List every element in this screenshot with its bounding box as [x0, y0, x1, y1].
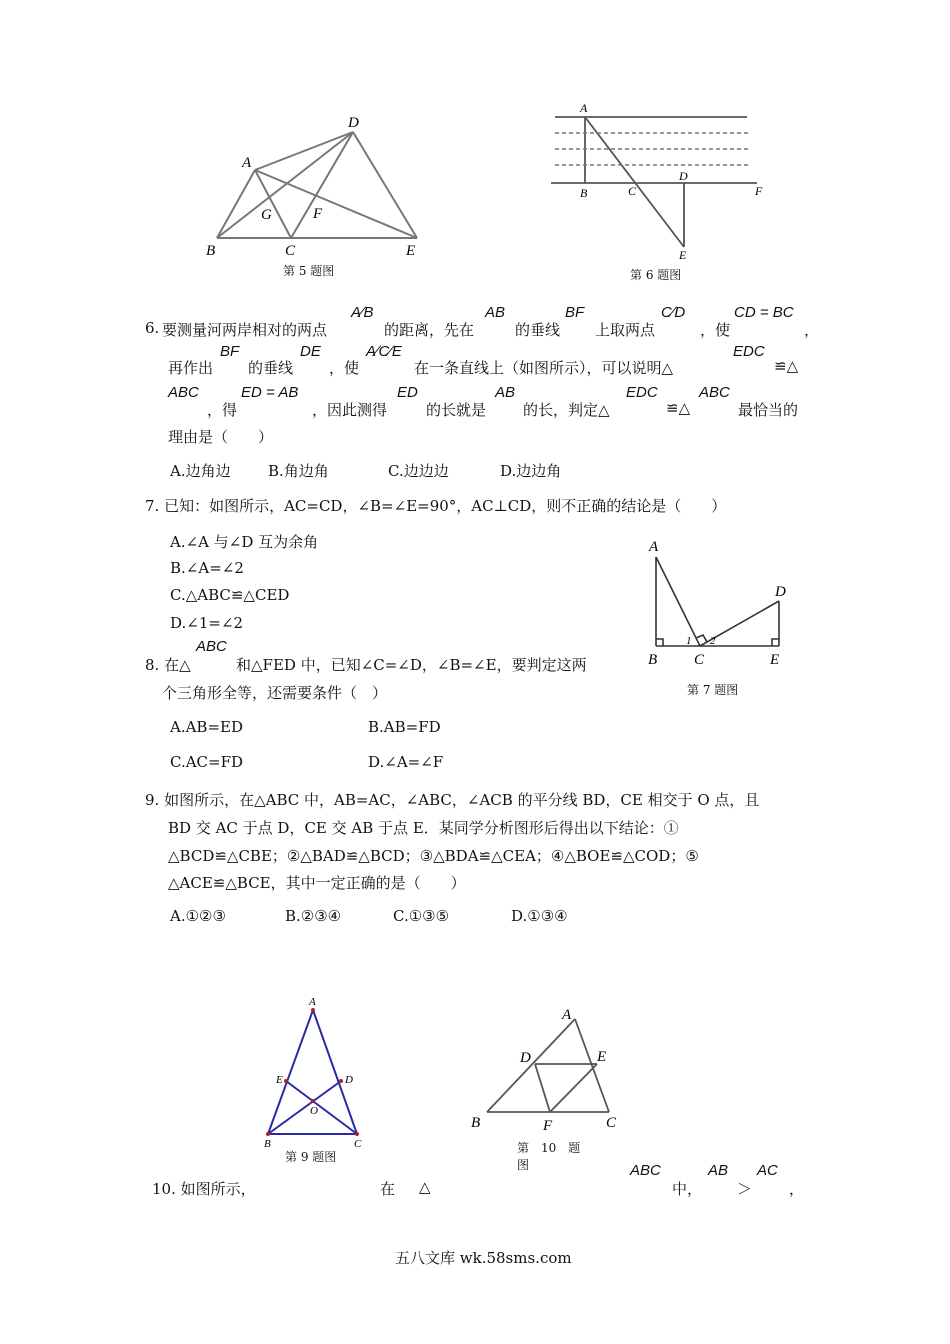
q8-option-c: C.AC=FD [170, 753, 244, 771]
q7-option-b: B.∠A=∠2 [170, 559, 244, 577]
fig7-caption: 第 7 题图 [687, 683, 739, 697]
q6-text: 要测量河两岸相对的两点 [162, 321, 328, 339]
q6-math: ABC [699, 384, 730, 401]
figure-9 [255, 990, 370, 1155]
q10-math: ABC [630, 1162, 661, 1179]
fig5-label-c: C [285, 243, 296, 259]
fig9-label-e: E [276, 1074, 283, 1086]
q6-text: 在一条直线上（如图所示），可以说明△ [414, 359, 674, 377]
fig7-label-2: 2 [710, 635, 716, 647]
q6-text: ≌△ [774, 357, 799, 375]
q10-text: ， [789, 1180, 805, 1198]
q6-option-a: A.边角边 [170, 462, 231, 480]
q6-text: 的长就是 [426, 401, 487, 419]
fig5-label-f: F [313, 206, 323, 222]
q10-text: ＞ [737, 1180, 753, 1198]
fig5-label-g: G [261, 207, 272, 223]
fig5-label-e: E [406, 243, 416, 259]
q6-math: A∕C∕E [366, 343, 402, 360]
q6-math: EDC [626, 384, 658, 401]
q9-text: BD 交 AC 于点 D，CE 交 AB 于点 E．某同学分析图形后得出以下结论：① [168, 819, 679, 837]
fig9-label-c: C [354, 1138, 362, 1150]
fig7-label-e: E [770, 652, 780, 668]
figure-6 [545, 100, 770, 265]
q9-option-c: C.①③⑤ [393, 907, 450, 925]
q9-text: △ACE≌△BCE，其中一定正确的是（ ） [168, 874, 466, 892]
q6-math: BF [220, 343, 240, 360]
fig6-label-c: C [628, 184, 637, 198]
fig5-label-d: D [348, 115, 359, 131]
q7-option-c: C.△ABC≌△CED [170, 586, 290, 604]
fig7-label-c: C [694, 652, 705, 668]
q10-math: AC [757, 1162, 778, 1179]
q6-text: ，因此测得 [312, 401, 388, 419]
q6-math: AB [485, 304, 506, 321]
fig10-caption: 图 [517, 1158, 530, 1172]
q10-text: △ [419, 1178, 431, 1196]
figure-10 [465, 1000, 630, 1140]
q9-option-d: D.①③④ [511, 907, 568, 925]
fig9-label-a: A [309, 996, 316, 1008]
q7-option-a: A.∠A 与∠D 互为余角 [170, 533, 319, 551]
fig6-label-d: D [679, 169, 688, 183]
q9-text: △BCD≌△CBE；②△BAD≌△BCD；③△BDA≌△CEA；④△BOE≌△COD；⑤ [168, 847, 699, 865]
fig10-label-f: F [543, 1118, 553, 1134]
q6-text: 再作出 [168, 359, 214, 377]
q6-math: AB [495, 384, 516, 401]
q6-math: ABC [168, 384, 199, 401]
q6-text: 上取两点 [595, 321, 656, 339]
fig10-caption: 第 10 题 [517, 1141, 581, 1155]
q7-option-d: D.∠1=∠2 [170, 614, 244, 632]
q6-math: ED [397, 384, 418, 401]
fig6-label-b: B [580, 186, 588, 200]
fig5-label-a: A [242, 155, 252, 171]
q6-option-d: D.边边角 [500, 462, 562, 480]
fig7-label-a: A [649, 539, 659, 555]
fig7-label-d: D [775, 584, 786, 600]
q6-text: 的距离，先在 [384, 321, 475, 339]
q6-text: 的长，判定△ [523, 401, 610, 419]
q8-option-a: A.AB=ED [170, 718, 244, 736]
q8-option-b: B.AB=FD [368, 718, 441, 736]
fig7-label-b: B [648, 652, 658, 668]
q9-option-b: B.②③④ [285, 907, 342, 925]
q6-text: ，使 [329, 359, 360, 377]
q6-math: ED = AB [241, 384, 299, 401]
q6-text: 最恰当的 [738, 401, 799, 419]
q8-math: ABC [196, 638, 227, 655]
q6-text: ， [804, 321, 820, 339]
q6-math: EDC [733, 343, 765, 360]
fig10-label-c: C [606, 1115, 617, 1131]
q6-math: BF [565, 304, 585, 321]
q8-text: 个三角形全等，还需要条件（ ） [162, 684, 388, 702]
fig10-label-e: E [597, 1049, 607, 1065]
fig9-label-b: B [264, 1138, 271, 1150]
figure-5 [195, 110, 435, 260]
figure-7 [640, 535, 800, 670]
fig6-label-f: F [755, 184, 763, 198]
q6-math: CD = BC [734, 304, 794, 321]
q6-text: 理由是（ ） [168, 428, 274, 446]
fig6-label-e: E [679, 248, 687, 262]
fig9-caption: 第 9 题图 [285, 1150, 337, 1164]
fig5-caption: 第 5 题图 [283, 264, 335, 278]
fig5-label-b: B [206, 243, 216, 259]
q10-math: AB [708, 1162, 729, 1179]
fig6-label-a: A [580, 101, 588, 115]
q6-text: ≌△ [666, 399, 691, 417]
q7-stem: 7. 已知：如图所示，AC=CD，∠B=∠E=90°，AC⊥CD，则不正确的结论是（ ） [145, 497, 727, 515]
q9-text: 9. 如图所示，在△ABC 中，AB=AC，∠ABC，∠ACB 的平分线 BD，CE 相交于 O 点，且 [145, 791, 760, 809]
q6-text: 的垂线 [248, 359, 294, 377]
q6-math: DE [300, 343, 321, 360]
fig9-label-d: D [345, 1074, 353, 1086]
q6-text: ，使 [700, 321, 731, 339]
q8-option-d: D.∠A=∠F [368, 753, 444, 771]
q6-math: C∕D [661, 304, 686, 321]
q6-text: ，得 [207, 401, 238, 419]
q6-number: 6. [145, 319, 160, 337]
fig9-label-o: O [310, 1105, 318, 1117]
fig10-label-a: A [562, 1007, 572, 1023]
fig10-label-d: D [520, 1050, 531, 1066]
q6-math: A∕B [351, 304, 374, 321]
q6-text: 的垂线 [515, 321, 561, 339]
q9-option-a: A.①②③ [170, 907, 226, 925]
q10-text: 中， [672, 1180, 703, 1198]
q8-text: 8. 在△ [145, 656, 191, 674]
page-footer: 五八文库 wk.58sms.com [395, 1249, 572, 1267]
q10-text: 10. 如图所示， [152, 1180, 256, 1198]
fig7-label-1: 1 [686, 635, 692, 647]
q10-text: 在 [380, 1180, 396, 1198]
q8-text: 和△FED 中，已知∠C=∠D，∠B=∠E，要判定这两 [236, 656, 587, 674]
fig6-caption: 第 6 题图 [630, 268, 682, 282]
fig10-label-b: B [471, 1115, 481, 1131]
q6-option-b: B.角边角 [268, 462, 329, 480]
q6-option-c: C.边边边 [388, 462, 449, 480]
